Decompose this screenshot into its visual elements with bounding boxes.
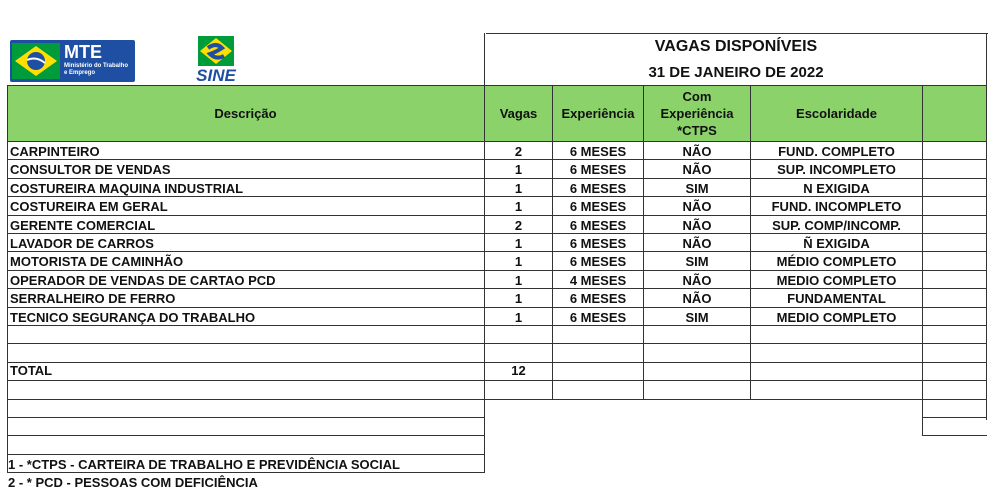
cell-escolaridade: MEDIO COMPLETO	[776, 272, 897, 288]
footnote-ctps: 1 - *CTPS - CARTEIRA DE TRABALHO E PREVIDÊNCIA SOCIAL	[8, 457, 400, 472]
cell-descricao: GERENTE COMERCIAL	[10, 217, 156, 233]
cell-descricao: COSTUREIRA MAQUINA INDUSTRIAL	[10, 180, 244, 196]
mte-logo	[10, 40, 135, 82]
mte-logo-subtext: Ministério do Trabalho e Emprego	[64, 63, 129, 76]
grid-hline	[7, 417, 485, 418]
cell-vagas: 1	[514, 180, 523, 196]
cell-ctps: SIM	[685, 309, 709, 325]
cell-escolaridade: SUP. COMP/INCOMP.	[772, 217, 901, 233]
cell-vagas: 1	[514, 162, 523, 178]
cell-ctps: NÃO	[682, 217, 712, 233]
cell-ctps: SIM	[685, 180, 709, 196]
cell-descricao: CARPINTEIRO	[10, 144, 100, 159]
col-header-descricao: Descrição	[214, 106, 277, 121]
cell-experiencia: 6 MESES	[569, 199, 627, 215]
cell-escolaridade: MÉDIO COMPLETO	[776, 254, 897, 270]
cell-descricao: CONSULTOR DE VENDAS	[10, 162, 171, 178]
sine-logo-graphic	[188, 34, 244, 70]
cell-ctps: NÃO	[682, 291, 712, 307]
cell-escolaridade: FUND. COMPLETO	[778, 144, 895, 159]
grid-hline	[7, 472, 485, 473]
grid-hline	[7, 454, 485, 455]
grid-hline	[7, 380, 987, 381]
grid-vline	[484, 33, 485, 86]
grid-hline	[7, 435, 485, 436]
cell-experiencia: 6 MESES	[569, 254, 627, 270]
cell-descricao: COSTUREIRA EM GERAL	[10, 199, 168, 215]
grid-hline	[922, 417, 987, 418]
total-label: TOTAL	[10, 363, 53, 378]
cell-vagas: 1	[514, 309, 523, 325]
grid-hline	[7, 343, 987, 344]
col-header-ctps-line2: Experiência	[660, 106, 734, 121]
grid-hline	[7, 399, 987, 400]
page-date: 31 DE JANEIRO DE 2022	[648, 64, 824, 81]
cell-escolaridade: MEDIO COMPLETO	[776, 309, 897, 325]
sine-logo-text: SINE	[196, 66, 236, 85]
grid-vline	[7, 85, 8, 472]
sine-logo	[188, 34, 244, 86]
cell-ctps: NÃO	[682, 272, 712, 288]
grid-vline	[922, 85, 923, 435]
cell-experiencia: 6 MESES	[569, 180, 627, 196]
col-header-ctps-line3: *CTPS	[677, 123, 717, 138]
cell-vagas: 1	[514, 272, 523, 288]
cell-ctps: SIM	[685, 254, 709, 270]
mte-logo-text: MTE	[64, 42, 102, 62]
cell-experiencia: 6 MESES	[569, 217, 627, 233]
cell-escolaridade: Ñ EXIGIDA	[803, 236, 870, 251]
cell-escolaridade: FUND. INCOMPLETO	[771, 199, 902, 215]
cell-experiencia: 4 MESES	[569, 272, 627, 288]
col-header-experiencia: Experiência	[561, 106, 635, 121]
cell-experiencia: 6 MESES	[569, 291, 627, 307]
cell-ctps: NÃO	[682, 162, 712, 178]
col-header-ctps-line1: Com	[682, 89, 712, 104]
cell-vagas: 1	[514, 254, 523, 270]
page-title: VAGAS DISPONÍVEIS	[654, 38, 818, 55]
cell-escolaridade: N EXIGIDA	[803, 180, 870, 196]
total-vagas: 12	[511, 363, 526, 378]
grid-hline	[486, 33, 988, 34]
cell-ctps: NÃO	[682, 199, 712, 215]
cell-vagas: 1	[514, 291, 523, 307]
cell-ctps: NÃO	[682, 144, 712, 159]
cell-experiencia: 6 MESES	[569, 144, 627, 159]
cell-experiencia: 6 MESES	[569, 236, 627, 251]
cell-escolaridade: SUP. INCOMPLETO	[777, 162, 896, 178]
col-header-escolaridade: Escolaridade	[796, 106, 877, 121]
cell-vagas: 1	[514, 199, 523, 215]
grid-hline	[7, 141, 987, 142]
cell-experiencia: 6 MESES	[569, 162, 627, 178]
cell-descricao: TECNICO SEGURANÇA DO TRABALHO	[10, 309, 256, 325]
cell-descricao: OPERADOR DE VENDAS DE CARTAO PCD	[10, 272, 276, 288]
cell-vagas: 2	[514, 217, 523, 233]
cell-ctps: NÃO	[682, 236, 712, 251]
cell-vagas: 2	[514, 144, 523, 159]
cell-escolaridade: FUNDAMENTAL	[787, 291, 886, 307]
cell-descricao: SERRALHEIRO DE FERRO	[10, 291, 176, 307]
col-header-vagas: Vagas	[499, 106, 538, 121]
col-header-ctps	[644, 88, 750, 140]
footnote-pcd: 2 - * PCD - PESSOAS COM DEFICIÊNCIA	[8, 475, 258, 490]
cell-descricao: MOTORISTA DE CAMINHÃO	[10, 254, 184, 270]
cell-vagas: 1	[514, 236, 523, 251]
cell-experiencia: 6 MESES	[569, 309, 627, 325]
grid-hline	[922, 435, 987, 436]
cell-descricao: LAVADOR DE CARROS	[10, 236, 154, 251]
